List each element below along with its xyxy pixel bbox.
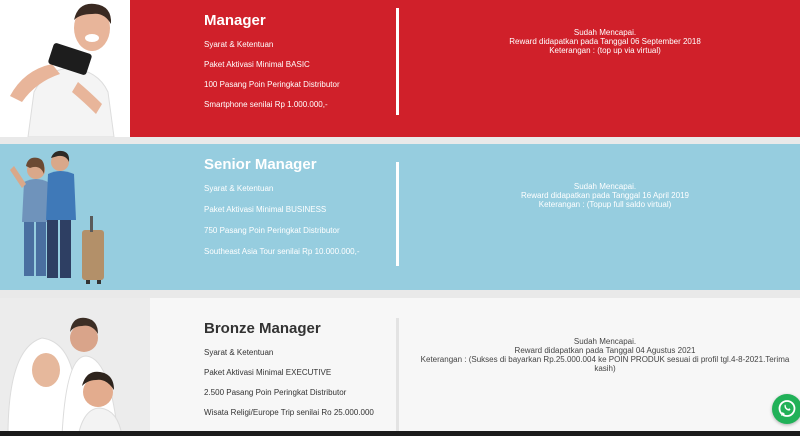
requirement-reward: Smartphone senilai Rp 1.000.000,- — [204, 100, 328, 109]
requirement-reward: Southeast Asia Tour senilai Rp 10.000.000,- — [204, 247, 360, 256]
status-note: Keterangan : (top up via virtual) — [549, 46, 661, 55]
terms-label: Syarat & Ketentuan — [204, 348, 274, 357]
reward-card-manager — [0, 0, 800, 137]
requirement-reward: Wisata Religi/Europe Trip senilai Ro 25.000.000 — [204, 408, 374, 417]
requirement-points: 100 Pasang Poin Peringkat Distributor — [204, 80, 340, 89]
tier-title: Bronze Manager — [204, 320, 321, 337]
achievement-status — [420, 28, 790, 55]
status-date: Reward didapatkan pada Tanggal 16 April 2019 — [521, 191, 689, 200]
requirement-package: Paket Aktivasi Minimal BASIC — [204, 60, 310, 69]
bronze-manager-photo — [0, 298, 150, 436]
terms-label: Syarat & Ketentuan — [204, 40, 274, 49]
reward-card-senior-manager — [0, 144, 800, 290]
manager-info — [204, 12, 394, 120]
status-note: Keterangan : (Sukses di bayarkan Rp.25.000.004 ke POIN PRODUK sesuai di profil tgl.4-8-2021.Terima kasih) — [420, 355, 790, 373]
requirement-points: 2.500 Pasang Poin Peringkat Distributor — [204, 388, 347, 397]
tier-title: Senior Manager — [204, 156, 317, 173]
reward-card-bronze-manager — [0, 298, 800, 436]
status-line: Sudah Mencapai. — [573, 337, 637, 346]
status-date: Reward didapatkan pada Tanggal 04 Agustus 2021 — [514, 346, 696, 355]
requirement-package: Paket Aktivasi Minimal EXECUTIVE — [204, 368, 332, 377]
requirement-package: Paket Aktivasi Minimal BUSINESS — [204, 205, 327, 214]
status-line: Sudah Mencapai. — [573, 28, 637, 37]
manager-photo — [0, 0, 130, 137]
divider — [396, 162, 399, 266]
whatsapp-chat-button[interactable] — [772, 394, 800, 424]
tier-title: Manager — [204, 12, 266, 29]
achievement-status — [440, 182, 770, 209]
senior-manager-info — [204, 156, 394, 268]
whatsapp-icon — [772, 394, 800, 424]
status-date: Reward didapatkan pada Tanggal 06 September 2018 — [509, 37, 701, 46]
divider — [396, 318, 399, 433]
achievement-status — [420, 337, 790, 373]
status-line: Sudah Mencapai. — [573, 182, 637, 191]
bronze-manager-info — [204, 320, 394, 428]
bottom-bar — [0, 431, 800, 436]
senior-manager-photo — [0, 144, 120, 290]
divider — [396, 8, 399, 115]
terms-label: Syarat & Ketentuan — [204, 184, 274, 193]
status-note: Keterangan : (Topup full saldo virtual) — [538, 200, 672, 209]
requirement-points: 750 Pasang Poin Peringkat Distributor — [204, 226, 340, 235]
